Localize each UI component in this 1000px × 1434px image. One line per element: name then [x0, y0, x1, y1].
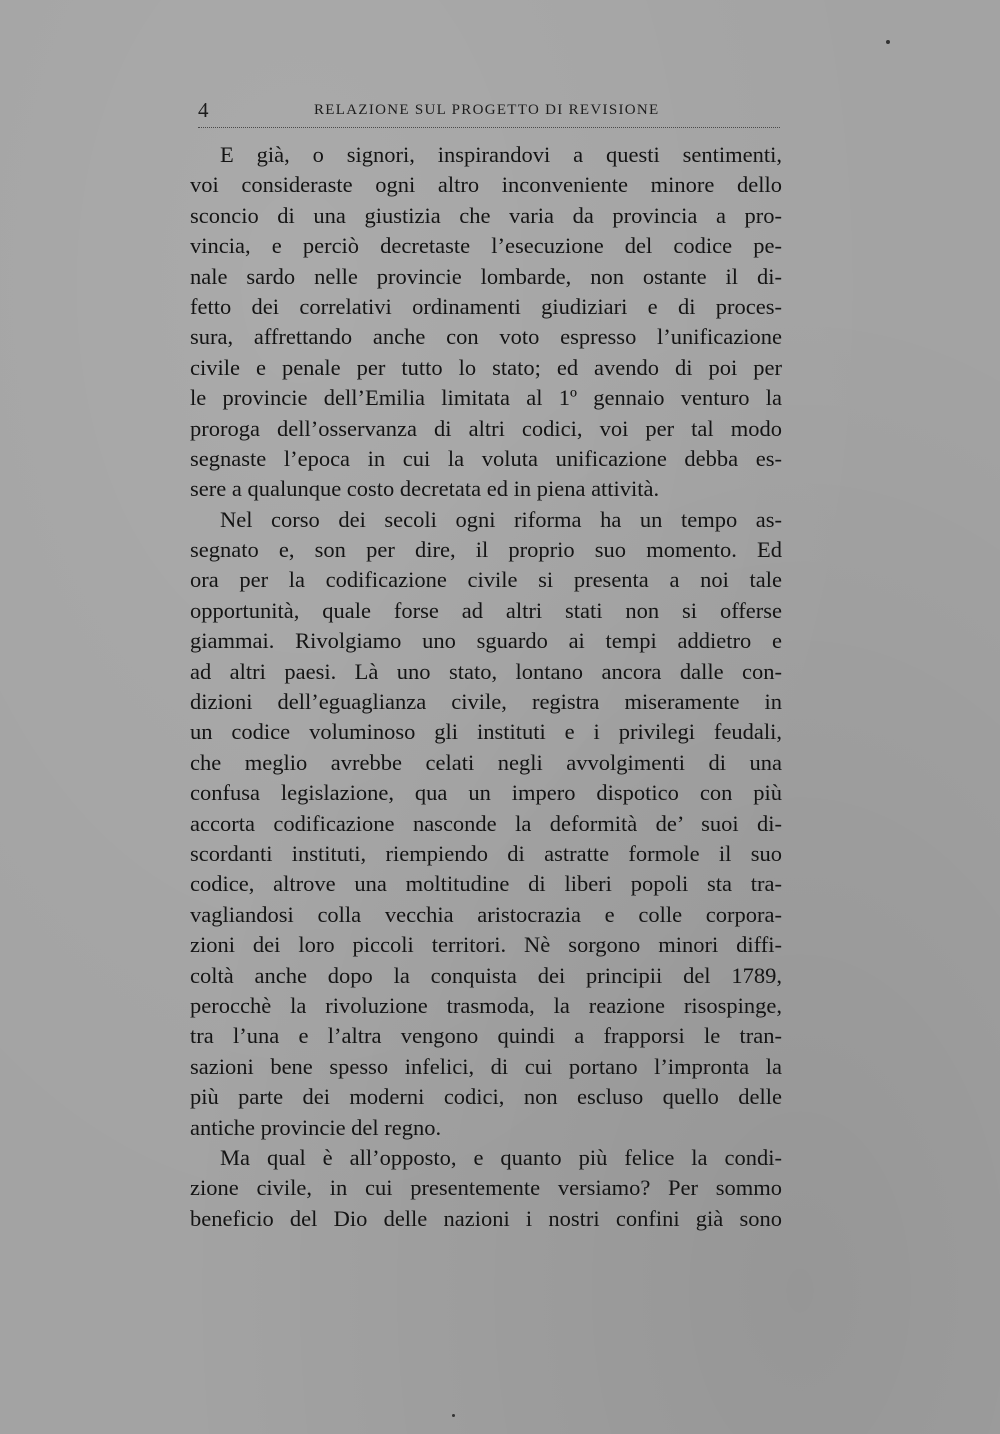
text-line: zione civile, in cui presentemente versiamo? Per sommo	[190, 1175, 782, 1201]
text-line: che meglio avrebbe celati negli avvolgimenti di una	[190, 749, 782, 775]
paper-speck	[886, 40, 890, 44]
text-line: coltà anche dopo la conquista dei principii del 1789,	[190, 962, 782, 988]
text-line: zioni dei loro piccoli territori. Nè sorgono minori diffi-	[190, 932, 782, 958]
text-line: più parte dei moderni codici, non escluso quello delle	[190, 1084, 782, 1110]
text-line: scordanti instituti, riempiendo di astratte formole il suo	[190, 840, 782, 866]
text-line: proroga dell’osservanza di altri codici, voi per tal modo	[190, 415, 782, 441]
text-line: vincia, e perciò decretaste l’esecuzione del codice pe-	[190, 233, 782, 259]
page-number: 4	[198, 98, 209, 122]
text-line: Nel corso dei secoli ogni riforma ha un tempo as-	[220, 506, 782, 532]
text-line: segnato e, son per dire, il proprio suo momento. Ed	[190, 537, 782, 563]
header-rule	[198, 127, 780, 128]
text-line: ora per la codificazione civile si presenta a noi tale	[190, 567, 782, 593]
text-line: beneficio del Dio delle nazioni i nostri confini già sono	[190, 1205, 782, 1231]
text-line: sconcio di una giustizia che varia da provincia a pro-	[190, 202, 782, 228]
text-line: sazioni bene spesso infelici, di cui portano l’impronta la	[190, 1053, 782, 1079]
text-line: nale sardo nelle provincie lombarde, non ostante il di-	[190, 263, 782, 289]
text-line: voi consideraste ogni altro inconveniente minore dello	[190, 172, 782, 198]
text-line: opportunità, quale forse ad altri stati non si offerse	[190, 597, 782, 623]
text-line: antiche provincie del regno.	[190, 1114, 442, 1140]
page-header	[198, 98, 780, 124]
text-line: Ma qual è all’opposto, e quanto più felice la condi-	[220, 1144, 782, 1170]
text-line: ad altri paesi. Là uno stato, lontano ancora dalle con-	[190, 658, 782, 684]
text-line: giammai. Rivolgiamo uno sguardo ai tempi addietro e	[190, 628, 782, 654]
running-head: RELAZIONE SUL PROGETTO DI REVISIONE	[314, 102, 660, 118]
text-line: fetto dei correlativi ordinamenti giudiziari e di proces-	[190, 293, 782, 319]
text-line: le provincie dell’Emilia limitata al 1º gennaio venturo la	[190, 385, 782, 411]
text-line: accorta codificazione nasconde la deformità de’ suoi di-	[190, 810, 782, 836]
text-line: tra l’una e l’altra vengono quindi a frapporsi le tran-	[190, 1023, 782, 1049]
paper-speck	[452, 1414, 455, 1417]
text-line: vagliandosi colla vecchia aristocrazia e colle corpora-	[190, 901, 782, 927]
text-line: sura, affrettando anche con voto espresso l’unificazione	[190, 324, 782, 350]
text-line: perocchè la rivoluzione trasmoda, la reazione risospinge,	[190, 992, 782, 1018]
text-line: dizioni dell’eguaglianza civile, registra miseramente in	[190, 689, 782, 715]
text-line: codice, altrove una moltitudine di liberi popoli sta tra-	[190, 871, 782, 897]
text-line: un codice voluminoso gli instituti e i privilegi feudali,	[190, 719, 782, 745]
text-line: confusa legislazione, qua un impero dispotico con più	[190, 780, 782, 806]
text-line: segnaste l’epoca in cui la voluta unificazione debba es-	[190, 445, 782, 471]
text-line: E già, o signori, inspirandovi a questi sentimenti,	[220, 142, 782, 167]
text-line: sere a qualunque costo decretata ed in piena attività.	[190, 476, 660, 502]
body-text	[190, 140, 782, 1234]
text-line: civile e penale per tutto lo stato; ed avendo di poi per	[190, 354, 782, 380]
